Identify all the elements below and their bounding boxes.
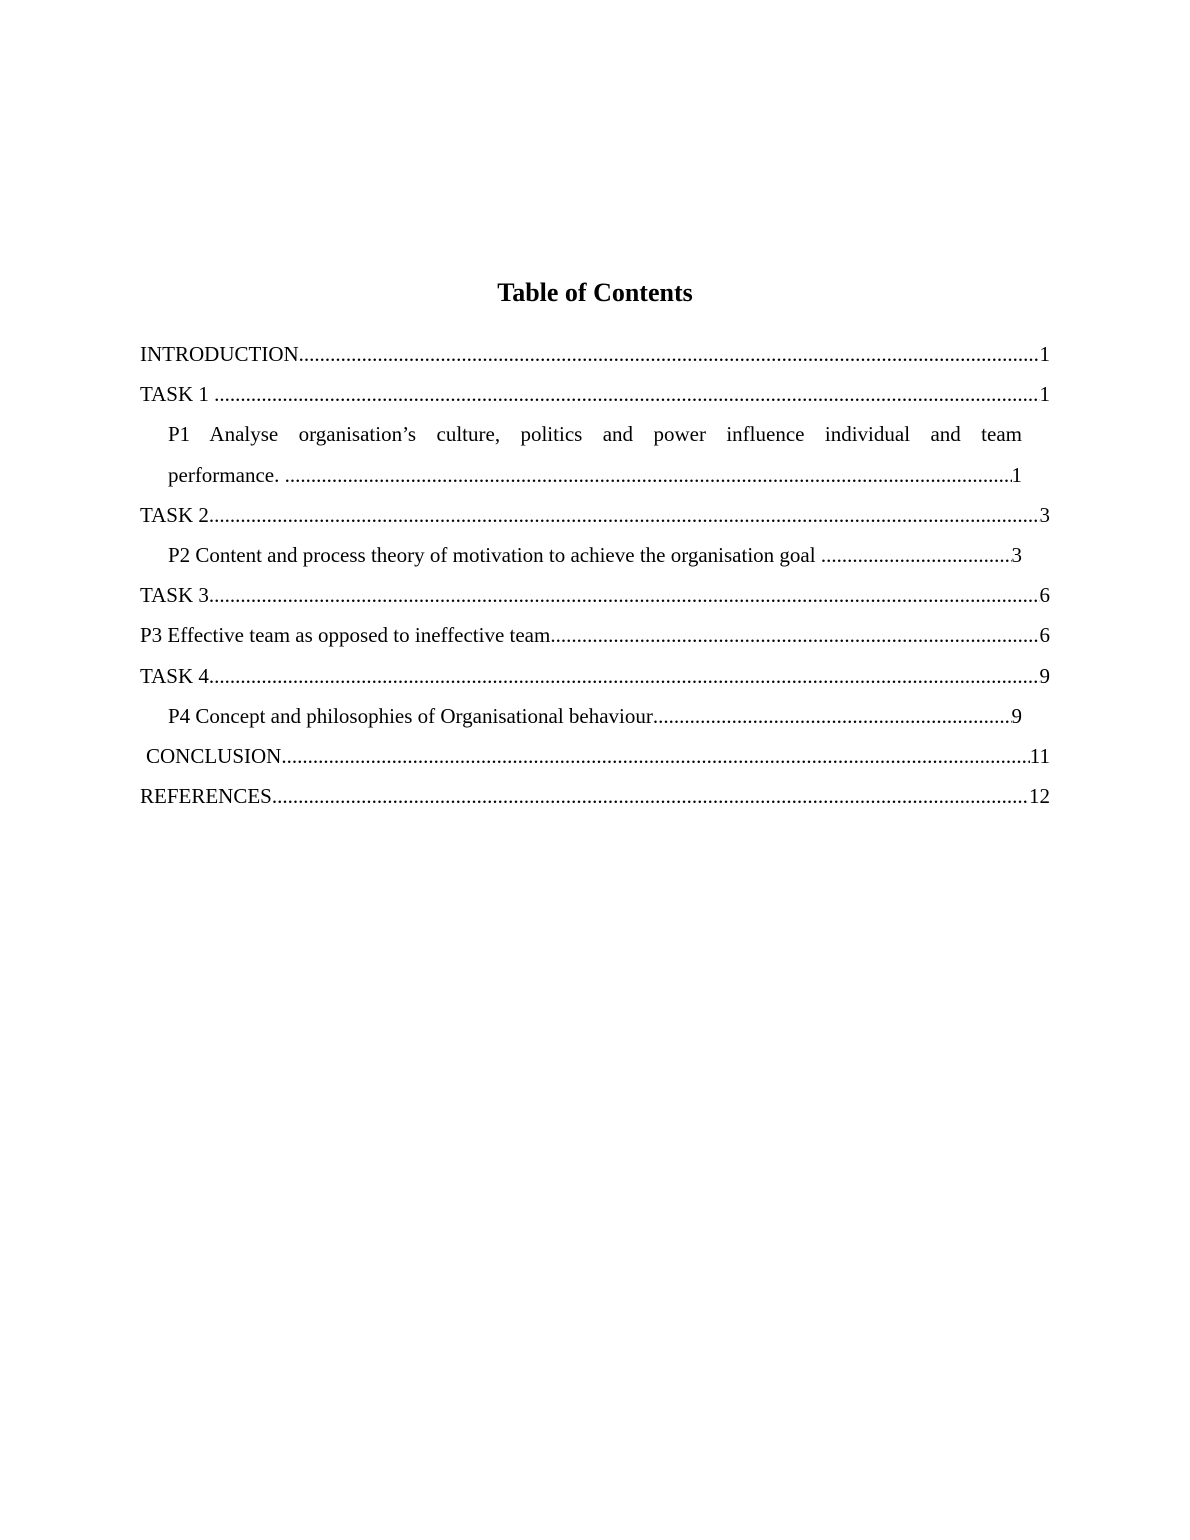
toc-entry-label: P3 Effective team as opposed to ineffective team <box>140 623 551 648</box>
toc-entry-task-3[interactable] <box>140 575 1050 615</box>
toc-page-number: 1 <box>1039 342 1050 366</box>
toc-leader-dots <box>272 776 1029 816</box>
toc-entry-label: INTRODUCTION <box>140 342 299 366</box>
toc-page-number: 6 <box>1039 583 1050 608</box>
toc-leader-dots <box>653 696 1012 736</box>
toc-entry-introduction[interactable] <box>140 334 1050 374</box>
toc-title: Table of Contents <box>497 278 693 307</box>
toc-leader-dots <box>209 495 1040 535</box>
toc-leader-dots <box>209 575 1040 615</box>
toc-page-number: 3 <box>1011 542 1022 567</box>
toc-leader-dots <box>299 334 1040 374</box>
toc-entry-label: P2 Content and process theory of motivation to achieve the organisation goal <box>168 542 821 567</box>
toc-list <box>140 334 1050 816</box>
toc-entry-label: REFERENCES <box>140 784 272 809</box>
toc-entry-label-line2: performance. <box>168 462 285 487</box>
toc-entry-label-line1: P1 Analyse organisation’s culture, politics and power influence individual and team <box>168 422 1022 447</box>
toc-entry-task-4[interactable] <box>140 656 1050 696</box>
toc-leader-dots <box>214 374 1039 414</box>
toc-page-number: 1 <box>1011 462 1022 487</box>
toc-entry-p4[interactable] <box>168 696 1022 736</box>
toc-leader-dots <box>821 535 1012 575</box>
table-of-contents <box>140 276 1050 816</box>
toc-leader-dots <box>209 656 1040 696</box>
toc-page-number: 1 <box>1039 382 1050 407</box>
toc-page-number: 12 <box>1029 784 1050 809</box>
toc-leader-dots <box>550 615 1039 655</box>
toc-entry-conclusion[interactable] <box>140 736 1050 776</box>
toc-entry-references[interactable] <box>140 776 1050 816</box>
toc-leader-dots <box>281 736 1029 776</box>
toc-entry-p1[interactable] <box>168 414 1022 494</box>
toc-page-number: 6 <box>1039 623 1050 648</box>
toc-page-number: 9 <box>1011 703 1022 728</box>
toc-entry-label: TASK 3 <box>140 583 209 608</box>
toc-entry-line2 <box>168 455 1022 495</box>
toc-page-number: 3 <box>1039 502 1050 527</box>
toc-entry-label: TASK 2 <box>140 502 209 527</box>
toc-entry-task-2[interactable] <box>140 495 1050 535</box>
toc-entry-label: CONCLUSION <box>146 743 282 768</box>
toc-entry-label: TASK 4 <box>140 663 209 688</box>
toc-entry-label: TASK 1 <box>140 382 215 407</box>
toc-leader-dots <box>285 455 1012 495</box>
toc-entry-p3[interactable] <box>140 615 1050 655</box>
toc-entry-task-1[interactable] <box>140 374 1050 414</box>
toc-entry-label: P4 Concept and philosophies of Organisational behaviour <box>168 703 653 728</box>
toc-entry-p2[interactable] <box>168 535 1022 575</box>
toc-page-number: 11 <box>1029 743 1050 768</box>
toc-page-number: 9 <box>1039 663 1050 688</box>
